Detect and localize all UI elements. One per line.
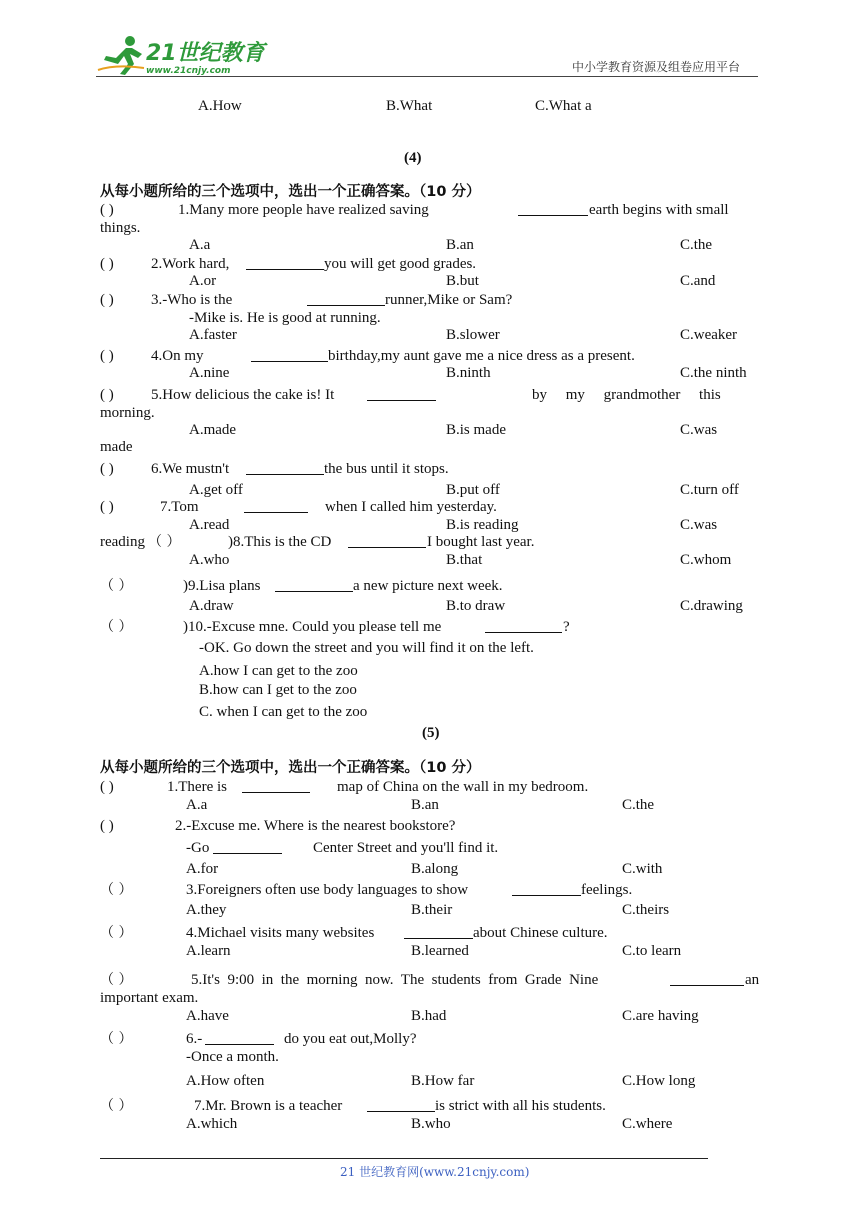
q4-1-rest: earth begins with small — [589, 202, 729, 218]
q5-4-blank[interactable] — [404, 924, 473, 939]
q4-1-opt-b[interactable]: B.an — [446, 237, 474, 253]
q5-2-paren: ( ) — [100, 818, 114, 834]
q4-3-text: 3.-Who is the — [151, 292, 233, 308]
q5-4-paren: （ ） — [100, 925, 133, 941]
q4-6-rest: the bus until it stops. — [324, 461, 449, 477]
q5-2-opt-a[interactable]: A.for — [186, 861, 219, 877]
q5-6-opt-b[interactable]: B.How far — [411, 1073, 475, 1089]
q4-4-opt-b[interactable]: B.ninth — [446, 365, 491, 381]
q4-3-paren: ( ) — [100, 292, 114, 308]
q5-6-opt-c[interactable]: C.How long — [622, 1073, 696, 1089]
platform-name: 中小学教育资源及组卷应用平台 — [572, 60, 741, 74]
q5-2-sub-post: Center Street and you'll find it. — [313, 840, 499, 856]
q5-4-opt-a[interactable]: A.learn — [186, 943, 231, 959]
q4-10-rest: ? — [563, 619, 570, 635]
q5-2-opt-c[interactable]: C.with — [622, 861, 663, 877]
q5-6-blank[interactable] — [205, 1030, 274, 1045]
q4-7-opt-c[interactable]: C.was — [680, 517, 718, 533]
q4-5-text: 5.How delicious the cake is! It — [151, 387, 335, 403]
q5-7-opt-b[interactable]: B.who — [411, 1116, 451, 1132]
q5-6-opt-a[interactable]: A.How often — [186, 1073, 265, 1089]
q4-5-opt-a[interactable]: A.made — [189, 422, 237, 438]
q4-5-blank[interactable] — [367, 386, 436, 401]
q5-7-opt-c[interactable]: C.where — [622, 1116, 673, 1132]
q4-4-opt-a[interactable]: A.nine — [189, 365, 230, 381]
q5-6-paren: （ ） — [100, 1031, 133, 1047]
q4-6-opt-a[interactable]: A.get off — [189, 482, 243, 498]
q4-2-paren: ( ) — [100, 256, 114, 272]
q4-1-opt-a[interactable]: A.a — [189, 237, 211, 253]
q4-2-blank[interactable] — [246, 255, 324, 270]
q4-8-opt-c[interactable]: C.whom — [680, 552, 732, 568]
q5-7-paren: （ ） — [100, 1098, 133, 1114]
q4-10-text: )10.-Excuse mne. Could you please tell me — [183, 619, 442, 635]
q4-7-opt-b[interactable]: B.is reading — [446, 517, 519, 533]
q4-1-blank[interactable] — [518, 201, 588, 216]
q4-3-opt-b[interactable]: B.slower — [446, 327, 500, 343]
logo-text: 21世纪教育 — [146, 41, 265, 66]
q4-4-text: 4.On my — [151, 348, 204, 364]
q4-8-text: )8.This is the CD — [228, 534, 332, 550]
q4-7-text: 7.Tom — [160, 499, 199, 515]
q5-4-rest: about Chinese culture. — [473, 925, 608, 941]
q5-7-opt-a[interactable]: A.which — [186, 1116, 238, 1132]
q4-6-paren: ( ) — [100, 461, 114, 477]
q4-10-opt-c[interactable]: C. when I can get to the zoo — [199, 704, 368, 720]
q4-3-sub: -Mike is. He is good at running. — [189, 310, 381, 326]
q5-5-rest: an — [745, 972, 760, 988]
q5-1-text: 1.There is — [167, 779, 227, 795]
q5-3-text: 3.Foreigners often use body languages to show — [186, 882, 469, 898]
q5-1-opt-b[interactable]: B.an — [411, 797, 439, 813]
q4-10-opt-a[interactable]: A.how I can get to the zoo — [199, 663, 358, 679]
q5-3-opt-c[interactable]: C.theirs — [622, 902, 670, 918]
q5-3-opt-b[interactable]: B.their — [411, 902, 453, 918]
q4-3-rest: runner,Mike or Sam? — [385, 292, 513, 308]
q4-2-opt-b[interactable]: B.but — [446, 273, 479, 289]
q4-7-tail: reading — [100, 534, 145, 550]
q4-5-paren: ( ) — [100, 387, 114, 403]
q5-6-sub: -Once a month. — [186, 1049, 279, 1065]
q4-8-blank[interactable] — [348, 533, 426, 548]
q5-3-blank[interactable] — [512, 881, 581, 896]
q4-5-opt-c[interactable]: C.was — [680, 422, 718, 438]
q4-9-opt-c[interactable]: C.drawing — [680, 598, 743, 614]
footer-divider — [100, 1158, 708, 1159]
q5-3-paren: （ ） — [100, 882, 133, 898]
q5-1-blank[interactable] — [242, 778, 310, 793]
q5-7-text: 7.Mr. Brown is a teacher — [194, 1098, 343, 1114]
footer-link[interactable]: 21 世纪教育网(www.21cnjy.com) — [340, 1165, 530, 1179]
q4-7-paren: ( ) — [100, 499, 114, 515]
q4-7-rest: when I called him yesterday. — [325, 499, 497, 515]
q4-5-opt-b[interactable]: B.is made — [446, 422, 506, 438]
q4-8-paren: （ ） — [148, 534, 181, 550]
q4-9-blank[interactable] — [275, 577, 353, 592]
q4-1-text: 1.Many more people have realized saving — [178, 202, 429, 218]
q4-9-paren: （ ） — [100, 578, 133, 594]
section-5-number: (5) — [422, 725, 440, 741]
q4-4-opt-c[interactable]: C.the ninth — [680, 365, 747, 381]
q4-8-opt-a[interactable]: A.who — [189, 552, 230, 568]
prev-option-c: C.What a — [535, 98, 592, 114]
prev-option-a: A.How — [198, 98, 242, 114]
q4-8-opt-b[interactable]: B.that — [446, 552, 483, 568]
q4-4-blank[interactable] — [251, 347, 328, 362]
q4-9-opt-a[interactable]: A.draw — [189, 598, 234, 614]
q5-5-paren: （ ） — [100, 972, 133, 988]
q5-2-opt-b[interactable]: B.along — [411, 861, 459, 877]
logo-url: www.21cnjy.com — [146, 66, 231, 76]
q5-6-text: 6.- — [186, 1031, 203, 1047]
q4-8-rest: I bought last year. — [427, 534, 535, 550]
q5-7-rest: is strict with all his students. — [435, 1098, 606, 1114]
q5-4-text: 4.Michael visits many websites — [186, 925, 375, 941]
q4-2-rest: you will get good grades. — [324, 256, 477, 272]
q5-2-blank[interactable] — [213, 839, 282, 854]
q5-2-text: 2.-Excuse me. Where is the nearest bookstore? — [175, 818, 456, 834]
section-4-instruction: 从每小题所给的三个选项中，选出一个正确答案。（10 分） — [100, 184, 481, 200]
q4-2-text: 2.Work hard, — [151, 256, 230, 272]
q4-5-tail: made — [100, 439, 133, 455]
q4-2-opt-a[interactable]: A.or — [189, 273, 217, 289]
q4-3-opt-c[interactable]: C.weaker — [680, 327, 738, 343]
q4-6-opt-c[interactable]: C.turn off — [680, 482, 739, 498]
header-divider — [96, 76, 758, 77]
q4-6-blank[interactable] — [246, 460, 324, 475]
q4-7-blank[interactable] — [244, 498, 308, 513]
section-5-instruction: 从每小题所给的三个选项中，选出一个正确答案。（10 分） — [100, 760, 481, 776]
q4-2-opt-c[interactable]: C.and — [680, 273, 716, 289]
q4-1-opt-c[interactable]: C.the — [680, 237, 713, 253]
q4-10-sub: -OK. Go down the street and you will find it on the left. — [199, 640, 534, 656]
q5-1-paren: ( ) — [100, 779, 114, 795]
q5-5-opt-c[interactable]: C.are having — [622, 1008, 699, 1024]
q4-3-blank[interactable] — [307, 291, 385, 306]
q4-10-paren: （ ） — [100, 619, 133, 635]
q4-6-text: 6.We mustn't — [151, 461, 230, 477]
q4-4-paren: ( ) — [100, 348, 114, 364]
q5-3-rest: feelings. — [581, 882, 633, 898]
prev-option-b: B.What — [386, 98, 433, 114]
q4-9-rest: a new picture next week. — [353, 578, 503, 594]
section-4-number: (4) — [404, 150, 422, 166]
q5-4-opt-c[interactable]: C.to learn — [622, 943, 682, 959]
q4-5-wrap: morning. — [100, 405, 155, 421]
q4-9-text: )9.Lisa plans — [183, 578, 261, 594]
q5-5-blank[interactable] — [670, 971, 744, 986]
q5-5-text: 5.It's 9:00 in the morning now. The students from Grade Nine — [191, 972, 599, 988]
q5-7-blank[interactable] — [367, 1097, 435, 1112]
q5-1-rest: map of China on the wall in my bedroom. — [337, 779, 589, 795]
q5-1-opt-c[interactable]: C.the — [622, 797, 655, 813]
q4-6-opt-b[interactable]: B.put off — [446, 482, 500, 498]
q5-2-sub-pre: -Go — [186, 840, 210, 856]
q5-5-wrap: important exam. — [100, 990, 199, 1006]
q4-4-rest: birthday,my aunt gave me a nice dress as a present. — [328, 348, 635, 364]
q4-7-opt-a[interactable]: A.read — [189, 517, 230, 533]
q4-5-rest: by my grandmother this — [532, 387, 721, 403]
q4-9-opt-b[interactable]: B.to draw — [446, 598, 506, 614]
q5-3-opt-a[interactable]: A.they — [186, 902, 227, 918]
q5-5-opt-b[interactable]: B.had — [411, 1008, 447, 1024]
q4-3-opt-a[interactable]: A.faster — [189, 327, 237, 343]
q4-10-blank[interactable] — [485, 618, 562, 633]
q4-10-opt-b[interactable]: B.how can I get to the zoo — [199, 682, 357, 698]
q5-1-opt-a[interactable]: A.a — [186, 797, 208, 813]
q5-5-opt-a[interactable]: A.have — [186, 1008, 229, 1024]
q5-4-opt-b[interactable]: B.learned — [411, 943, 469, 959]
q4-1-wrap: things. — [100, 220, 141, 236]
logo-runner-icon — [96, 34, 148, 76]
q5-6-rest: do you eat out,Molly? — [284, 1031, 417, 1047]
q4-1-paren: ( ) — [100, 202, 114, 218]
